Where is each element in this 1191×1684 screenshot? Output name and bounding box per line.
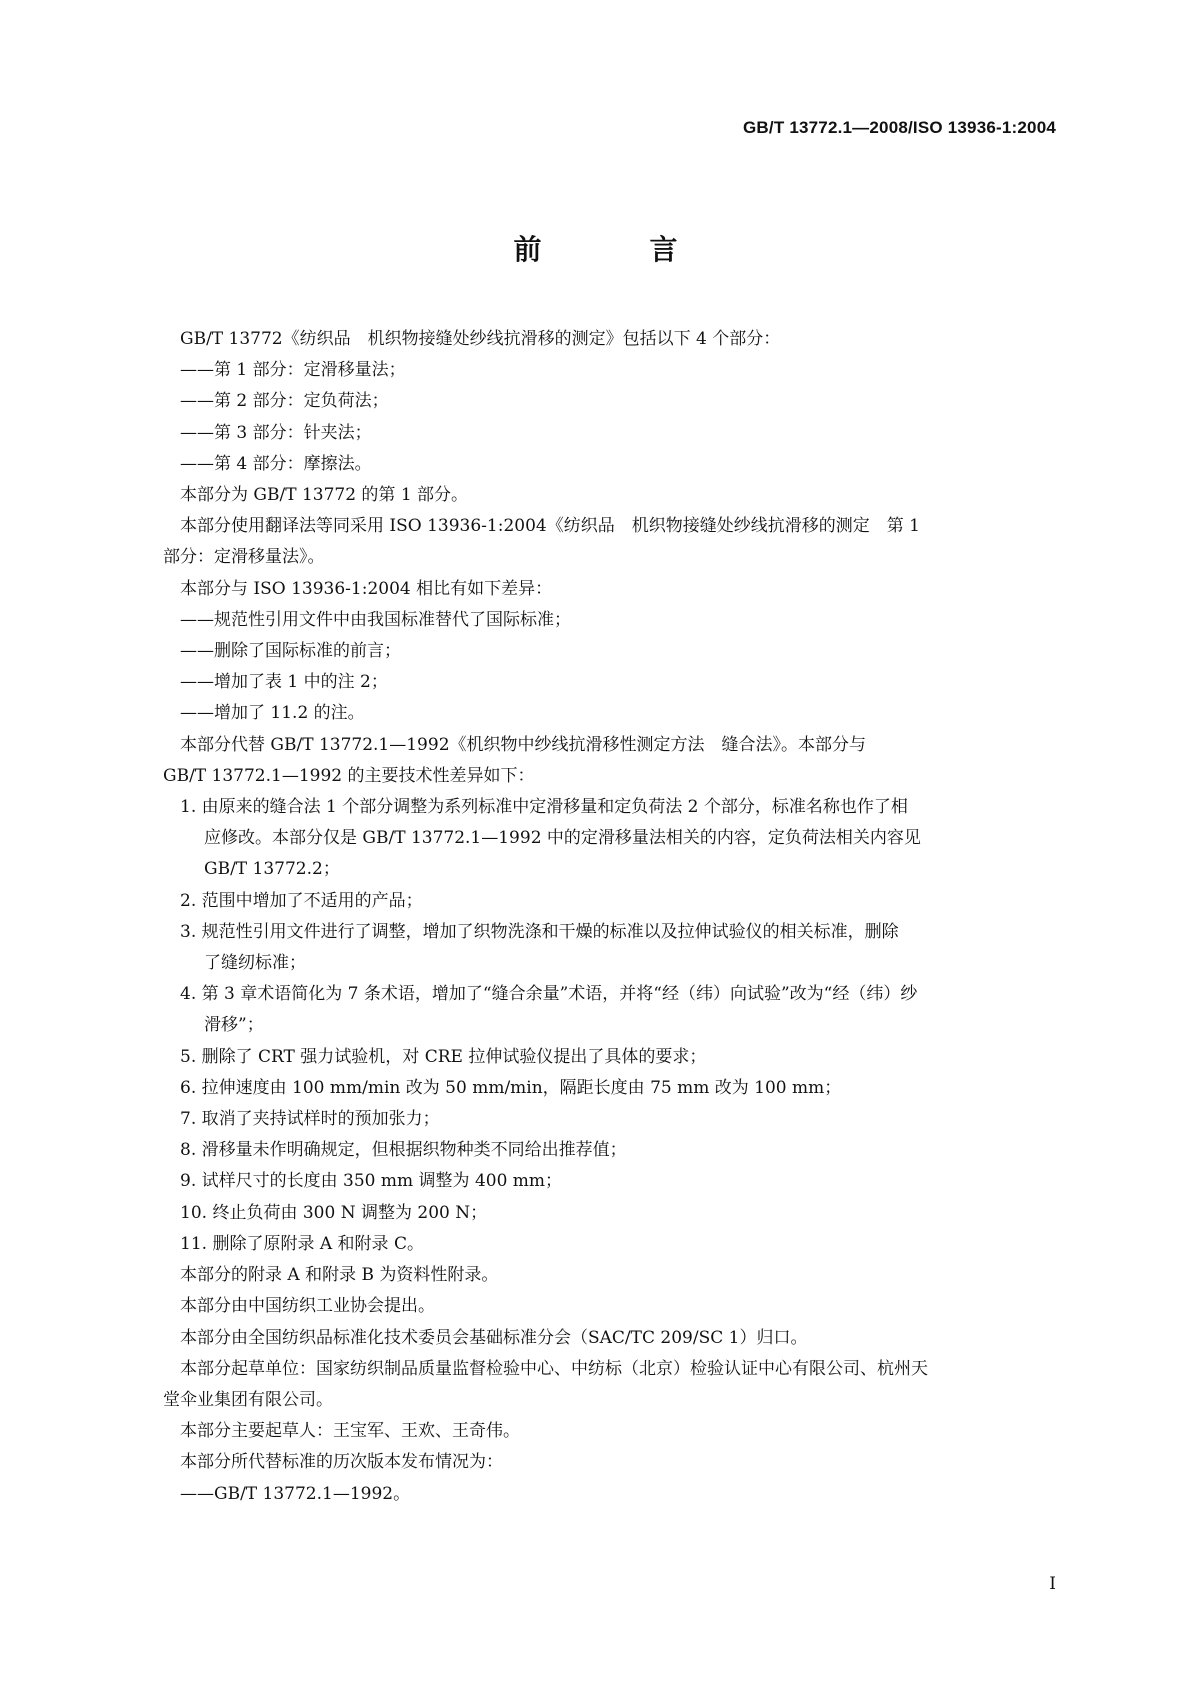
history-item: ——GB/T 13772.1—1992。 [180,1483,411,1504]
drafting-org-line1: 本部分起草单位：国家纺织制品质量监督检验中心、中纺标（北京）检验认证中心有限公司、杭州天 [180,1358,928,1379]
change-text: 第 3 章术语简化为 7 条术语，增加了“缝合余量”术语，并将“经（纬）向试验”改为“经（纬）纱 [201,984,918,1005]
diff-intro-paragraph: 本部分与 ISO 13936-1:2004 相比有如下差异： [180,578,553,599]
centralized-paragraph: 本部分由全国纺织品标准化技术委员会基础标准分会（SAC/TC 209/SC 1）归口。 [180,1327,808,1348]
change-item [180,1073,1064,1104]
change-item [180,886,1064,917]
change-number: 7. [180,1109,197,1130]
change-item [180,1229,1064,1260]
diff-item: ——增加了 11.2 的注。 [180,703,365,724]
change-list [180,792,1064,1260]
annex-paragraph: 本部分的附录 A 和附录 B 为资料性附录。 [180,1265,499,1286]
change-number: 2. [180,890,197,911]
change-text: 应修改。本部分仅是 GB/T 13772.1—1992 中的定滑移量法相关的内容，定负荷法相关内容见 [204,828,921,849]
adopt-paragraph-line1: 本部分使用翻译法等同采用 ISO 13936-1:2004《纺织品 机织物接缝处纱线抗滑移的测定 第 1 [180,516,920,537]
diff-item: ——规范性引用文件中由我国标准替代了国际标准； [180,609,571,630]
change-text: 滑移”； [204,1015,264,1036]
change-item [180,1198,1064,1229]
change-item [180,792,1064,886]
change-number: 8. [180,1140,197,1161]
diff-item: ——删除了国际标准的前言； [180,641,401,662]
change-text: 取消了夹持试样时的预加张力； [201,1109,440,1130]
change-number: 11. [180,1233,208,1254]
change-text: 拉伸速度由 100 mm/min 改为 50 mm/min，隔距长度由 75 mm 改为 100 mm； [201,1077,842,1098]
drafting-org-line2: 堂伞业集团有限公司。 [163,1389,333,1410]
change-item [180,1042,1064,1073]
adopt-paragraph-line2: 部分：定滑移量法》。 [163,547,325,568]
change-item [180,1104,1064,1135]
change-text: 由原来的缝合法 1 个部分调整为系列标准中定滑移量和定负荷法 2 个部分，标准名称也作了相 [201,797,908,818]
part-item: ——第 3 部分：针夹法； [180,422,372,443]
change-number: 5. [180,1046,197,1067]
diff-item: ——增加了表 1 中的注 2； [180,672,388,693]
history-intro-paragraph: 本部分所代替标准的历次版本发布情况为： [180,1452,503,1473]
part-item: ——第 1 部分：定滑移量法； [180,360,406,381]
change-text: GB/T 13772.2； [204,859,340,880]
standard-code-header: GB/T 13772.1—2008/ISO 13936-1:2004 [743,118,1056,137]
change-item [180,979,1064,1041]
intro-paragraph: GB/T 13772《纺织品 机织物接缝处纱线抗滑移的测定》包括以下 4 个部分： [180,329,781,349]
change-number: 4. [180,984,197,1005]
change-text: 范围中增加了不适用的产品； [201,890,423,911]
page-number: I [1049,1574,1056,1594]
change-number: 6. [180,1077,197,1098]
replace-paragraph-line1: 本部分代替 GB/T 13772.1—1992《机织物中纱线抗滑移性测定方法 缝合法》。本部分与 [180,734,867,755]
change-text: 了缝纫标准； [204,953,306,974]
change-text: 终止负荷由 300 N 调整为 200 N； [212,1202,488,1223]
foreword-body [163,324,1064,1510]
change-text: 删除了 CRT 强力试验机，对 CRE 拉伸试验仪提出了具体的要求； [201,1046,707,1067]
change-number: 10. [180,1202,208,1223]
change-item [180,1135,1064,1166]
part-item: ——第 4 部分：摩擦法。 [180,453,372,474]
change-text: 试样尺寸的长度由 350 mm 调整为 400 mm； [201,1171,563,1192]
change-number: 3. [180,921,197,942]
change-item [180,917,1064,979]
change-number: 9. [180,1171,197,1192]
proposed-paragraph: 本部分由中国纺织工业协会提出。 [180,1296,435,1317]
change-text: 删除了原附录 A 和附录 C。 [212,1233,424,1254]
part-item: ——第 2 部分：定负荷法； [180,391,389,412]
page-title: 前 言 [513,233,718,266]
change-item [180,1166,1064,1197]
change-text: 滑移量未作明确规定，但根据织物种类不同给出推荐值； [201,1140,627,1161]
change-number: 1. [180,797,197,818]
replace-paragraph-line2: GB/T 13772.1—1992 的主要技术性差异如下： [163,765,535,786]
this-part-paragraph: 本部分为 GB/T 13772 的第 1 部分。 [180,485,469,506]
change-text: 规范性引用文件进行了调整，增加了织物洗涤和干燥的标准以及拉伸试验仪的相关标准，删除 [201,921,899,942]
drafters-paragraph: 本部分主要起草人：王宝军、王欢、王奇伟。 [180,1421,520,1442]
